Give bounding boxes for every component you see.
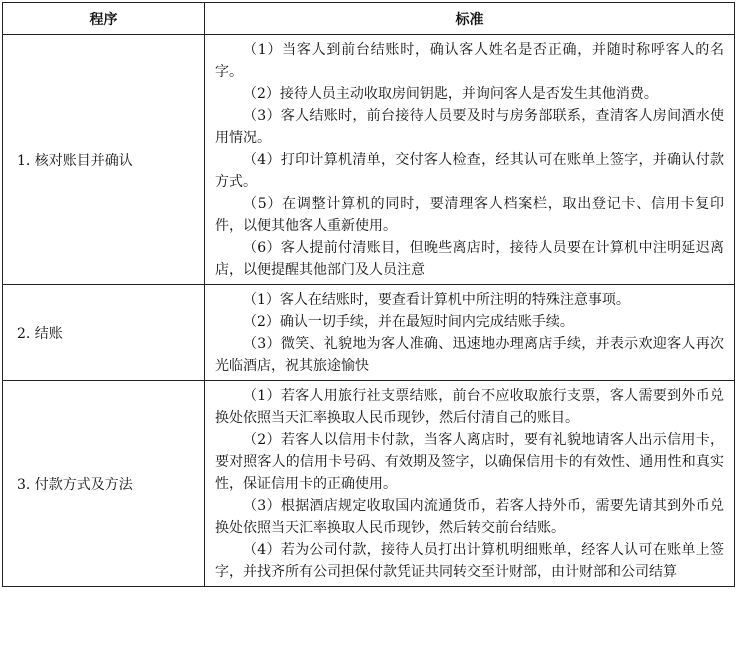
standard-item: （6）客人提前付清账目，但晚些离店时，接待人员要在计算机中注明延迟离店，以便提醒其他部门及人员注意	[215, 240, 724, 278]
standard-item: （2）若客人以信用卡付款，当客人离店时，要有礼貌地请客人出示信用卡，要对照客人的信用卡号码、有效期及签字，以确保信用卡的有效性、通用性和真实性，保证信用卡的正确使用。	[215, 432, 724, 492]
standard-item: （3）根据酒店规定收取国内流通货币，若客人持外币，需要先请其到外币兑换处依照当天汇率换取人民币现钞，然后转交前台结账。	[215, 498, 724, 536]
table-row	[3, 35, 735, 285]
standard-item: （3）客人结账时，前台接待人员要及时与房务部联系，查清客人房间酒水使用情况。	[215, 108, 724, 146]
standard-cell	[205, 381, 735, 587]
standard-item: （1）当客人到前台结账时，确认客人姓名是否正确，并随时称呼客人的名字。	[215, 42, 724, 80]
standard-cell	[205, 285, 735, 381]
table-row	[3, 381, 735, 587]
procedure-cell: 1. 核对账目并确认	[3, 35, 205, 285]
standard-cell	[205, 35, 735, 285]
header-procedure: 程序	[3, 3, 205, 35]
procedure-cell: 3. 付款方式及方法	[3, 381, 205, 587]
standard-item: （3）微笑、礼貌地为客人准确、迅速地办理离店手续，并表示欢迎客人再次光临酒店，祝其旅途愉快	[215, 336, 724, 374]
standard-item: （5）在调整计算机的同时，要清理客人档案栏，取出登记卡、信用卡复印件，以便其他客人重新使用。	[215, 196, 724, 234]
standard-item: （2）确认一切手续，并在最短时间内完成结账手续。	[243, 314, 574, 330]
procedure-cell: 2. 结账	[3, 285, 205, 381]
standard-item: （1）若客人用旅行社支票结账，前台不应收取旅行支票，客人需要到外币兑换处依照当天汇率换取人民币现钞，然后付清自己的账目。	[215, 388, 724, 426]
table-header-row	[3, 3, 735, 35]
header-standard: 标准	[205, 3, 735, 35]
standard-item: （1）客人在结账时，要查看计算机中所注明的特殊注意事项。	[243, 292, 630, 308]
table-row	[3, 285, 735, 381]
procedure-standards-table	[2, 2, 735, 587]
standard-item: （4）打印计算机清单，交付客人检查，经其认可在账单上签字，并确认付款方式。	[215, 152, 724, 190]
standard-item: （4）若为公司付款，接待人员打出计算机明细账单，经客人认可在账单上签字，并找齐所有公司担保付款凭证共同转交至计财部，由计财部和公司结算	[215, 542, 724, 580]
standard-item: （2）接待人员主动收取房间钥匙，并询问客人是否发生其他消费。	[243, 86, 658, 102]
